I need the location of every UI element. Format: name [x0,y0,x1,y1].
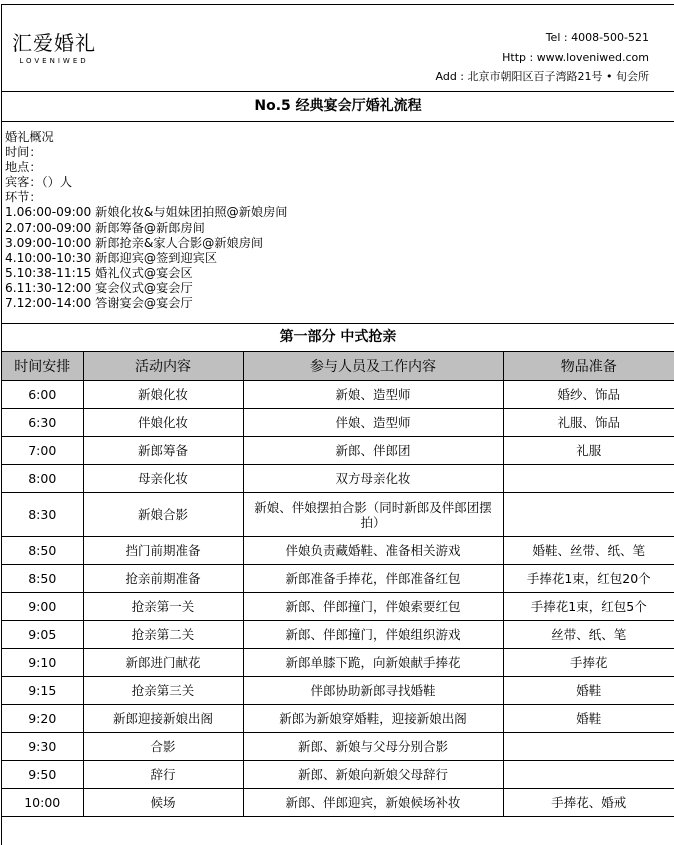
table-row [2,733,674,761]
cell-items: 丝带、纸、笔 [503,621,674,649]
cell-time: 9:50 [2,761,83,789]
overview-step: 3.09:00-10:00 新郎抢亲&家人合影@新娘房间 [5,235,264,250]
cell-activity: 新郎进门献花 [83,649,243,677]
column-header-activity: 活动内容 [83,352,243,381]
logo-subtitle: LOVENIWED [19,57,89,65]
cell-time: 9:00 [2,593,83,621]
cell-time: 9:20 [2,705,83,733]
cell-participants: 新郎、新娘向新娘父母辞行 [243,761,503,789]
column-header-items: 物品准备 [503,352,674,381]
cell-time: 10:00 [2,789,83,817]
overview-step: 1.06:00-09:00 新娘化妆&与姐妹团拍照@新娘房间 [5,205,288,220]
table-row [2,381,674,409]
overview-step: 2.07:00-09:00 新郎筹备@新郎房间 [5,220,205,235]
cell-time: 8:50 [2,565,83,593]
cell-activity: 伴娘化妆 [83,409,243,437]
cell-items [503,493,674,537]
logo-wordmark: 汇爱婚礼 [12,31,96,55]
table-row [2,537,674,565]
brand-logo [12,27,96,65]
table-row [2,677,674,705]
cell-activity: 候场 [83,789,243,817]
table-row [2,621,674,649]
cell-items: 婚鞋、丝带、纸、笔 [503,537,674,565]
overview-step: 6.11:30-12:00 宴会仪式@宴会厅 [5,280,193,295]
overview-guests: 宾客：（）人 [5,175,73,190]
cell-items: 礼服、饰品 [503,409,674,437]
cell-activity: 抢亲第一关 [83,593,243,621]
cell-time: 8:50 [2,537,83,565]
cell-time: 9:30 [2,733,83,761]
table-row [2,565,674,593]
cell-participants: 伴娘、造型师 [243,409,503,437]
cell-activity: 挡门前期准备 [83,537,243,565]
schedule-table [2,352,674,817]
cell-participants: 新郎准备手捧花，伴郎准备红包 [243,565,503,593]
table-row [2,649,674,677]
table-row [2,493,674,537]
overview-steps-label: 环节： [5,190,42,205]
cell-participants: 新郎、新娘与父母分别合影 [243,733,503,761]
cell-participants: 伴娘负责藏婚鞋、准备相关游戏 [243,537,503,565]
wedding-overview [2,122,674,324]
table-row [2,409,674,437]
cell-items: 手捧花1束，红包20个 [503,565,674,593]
cell-activity: 辞行 [83,761,243,789]
cell-participants: 伴郎协助新郎寻找婚鞋 [243,677,503,705]
cell-participants: 新娘、伴娘摆拍合影（同时新郎及伴郎团摆拍） [243,493,503,537]
contact-info [436,28,649,87]
cell-items: 手捧花 [503,649,674,677]
cell-activity: 抢亲第二关 [83,621,243,649]
cell-items: 手捧花1束，红包5个 [503,593,674,621]
cell-activity: 新娘化妆 [83,381,243,409]
cell-participants: 新郎、伴郎撞门，伴娘索要红包 [243,593,503,621]
cell-items [503,465,674,493]
cell-items: 婚纱、饰品 [503,381,674,409]
cell-activity: 抢亲前期准备 [83,565,243,593]
cell-time: 8:30 [2,493,83,537]
cell-time: 9:05 [2,621,83,649]
table-row [2,761,674,789]
cell-activity: 合影 [83,733,243,761]
table-header-row [2,352,674,381]
cell-time: 9:15 [2,677,83,705]
cell-items: 礼服 [503,437,674,465]
cell-participants: 新郎为新娘穿婚鞋，迎接新娘出阁 [243,705,503,733]
table-row [2,465,674,493]
overview-place: 地点： [5,160,42,175]
cell-items: 婚鞋 [503,677,674,705]
overview-step: 4.10:00-10:30 新郎迎宾@签到迎宾区 [5,250,218,265]
cell-participants: 双方母亲化妆 [243,465,503,493]
cell-participants: 新郎、伴郎团 [243,437,503,465]
cell-activity: 抢亲第三关 [83,677,243,705]
cell-participants: 新郎、伴郎撞门，伴娘组织游戏 [243,621,503,649]
column-header-time: 时间安排 [2,352,83,381]
table-row [2,593,674,621]
cell-activity: 新郎迎接新娘出阁 [83,705,243,733]
cell-items [503,761,674,789]
table-row [2,705,674,733]
overview-time: 时间： [5,145,42,160]
cell-activity: 新郎筹备 [83,437,243,465]
contact-website: Http : www.loveniwed.com [502,50,649,64]
cell-items: 手捧花、婚戒 [503,789,674,817]
overview-step: 5.10:38-11:15 婚礼仪式@宴会区 [5,265,193,280]
cell-items: 婚鞋 [503,705,674,733]
cell-items [503,733,674,761]
document-page [1,4,674,845]
contact-tel: Tel : 4008-500-521 [545,31,649,44]
table-row [2,437,674,465]
cell-activity: 母亲化妆 [83,465,243,493]
cell-participants: 新娘、造型师 [243,381,503,409]
document-title: No.5 经典宴会厅婚礼流程 [2,92,674,122]
cell-participants: 新郎、伴郎迎宾，新娘候场补妆 [243,789,503,817]
cell-time: 8:00 [2,465,83,493]
column-header-participants: 参与人员及工作内容 [243,352,503,381]
cell-activity: 新娘合影 [83,493,243,537]
cell-time: 6:30 [2,409,83,437]
overview-heading: 婚礼概况 [5,130,54,144]
cell-participants: 新郎单膝下跪，向新娘献手捧花 [243,649,503,677]
cell-time: 9:10 [2,649,83,677]
overview-step: 7.12:00-14:00 答谢宴会@宴会厅 [5,296,193,311]
cell-time: 6:00 [2,381,83,409]
section-title: 第一部分 中式抢亲 [2,324,674,352]
table-row [2,789,674,817]
contact-address: Add : 北京市朝阳区百子湾路21号 • 旬会所 [435,70,649,83]
cell-time: 7:00 [2,437,83,465]
letterhead [2,5,674,92]
